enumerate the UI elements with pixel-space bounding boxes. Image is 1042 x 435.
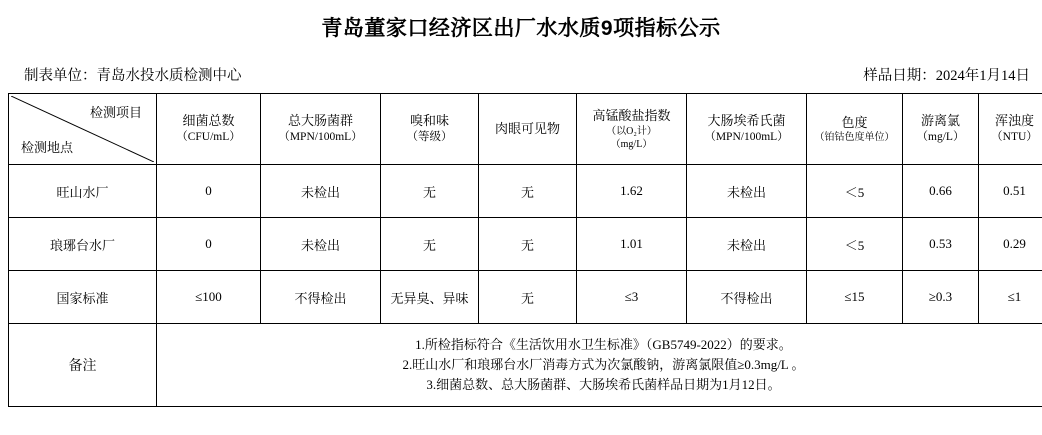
water-quality-table xyxy=(8,93,1042,407)
column-header-name: 高锰酸盐指数 xyxy=(579,107,684,125)
table-cell: 不得检出 xyxy=(687,271,807,324)
notes-line: 1.所检指标符合《生活饮用水卫生标准》（GB5749-2022）的要求。 xyxy=(159,335,1042,355)
table-cell: ＜5 xyxy=(807,218,903,271)
table-cell: 0.66 xyxy=(903,165,979,218)
notes-line: 3.细菌总数、总大肠菌群、大肠埃希氏菌样品日期为1月12日。 xyxy=(159,375,1042,395)
column-header-unit: （MPN/100mL） xyxy=(263,130,378,146)
table-cell: ＜5 xyxy=(807,165,903,218)
notes-body xyxy=(157,324,1042,407)
maker-unit: 制表单位：青岛水投水质检测中心 xyxy=(24,64,242,85)
table-row xyxy=(9,218,1042,271)
table-cell: 无 xyxy=(479,165,577,218)
column-header xyxy=(903,94,979,165)
table-cell: 无异臭、异味 xyxy=(381,271,479,324)
table-cell: ≤3 xyxy=(577,271,687,324)
column-header-unit2: （mg/L） xyxy=(579,138,684,151)
column-header-unit: （MPN/100mL） xyxy=(689,130,804,146)
row-label: 国家标准 xyxy=(9,271,157,324)
column-header xyxy=(687,94,807,165)
row-label: 琅琊台水厂 xyxy=(9,218,157,271)
table-cell: 未检出 xyxy=(687,165,807,218)
column-header-name: 总大肠菌群 xyxy=(263,112,378,130)
table-cell: 无 xyxy=(381,165,479,218)
column-header xyxy=(577,94,687,165)
column-header-name: 浑浊度 xyxy=(981,112,1042,130)
row-label: 旺山水厂 xyxy=(9,165,157,218)
table-cell: 1.01 xyxy=(577,218,687,271)
table-cell: 0 xyxy=(157,165,261,218)
table-cell: 无 xyxy=(479,271,577,324)
table-cell: 1.62 xyxy=(577,165,687,218)
table-cell: 不得检出 xyxy=(261,271,381,324)
column-header-name: 游离氯 xyxy=(905,112,976,130)
column-header xyxy=(807,94,903,165)
column-header xyxy=(479,94,577,165)
table-cell: 无 xyxy=(479,218,577,271)
column-header-name: 色度 xyxy=(809,114,900,132)
sample-date: 样品日期：2024年1月14日 xyxy=(863,64,1030,85)
column-header xyxy=(157,94,261,165)
table-cell: ≤1 xyxy=(979,271,1042,324)
table-row xyxy=(9,271,1042,324)
table-cell: 未检出 xyxy=(261,165,381,218)
column-header-unit: （mg/L） xyxy=(905,130,976,146)
column-header xyxy=(381,94,479,165)
column-header xyxy=(979,94,1042,165)
table-cell: 未检出 xyxy=(687,218,807,271)
document-page xyxy=(0,12,1042,435)
corner-bottom-label: 检测地点 xyxy=(21,137,73,156)
corner-header-cell xyxy=(9,94,157,165)
meta-row xyxy=(8,64,1034,85)
table-cell: ≥0.3 xyxy=(903,271,979,324)
notes-row xyxy=(9,324,1042,407)
table-cell: 无 xyxy=(381,218,479,271)
corner-top-label: 检测项目 xyxy=(90,102,142,121)
column-header-unit: （等级） xyxy=(383,130,476,146)
column-header-unit: （CFU/mL） xyxy=(159,130,258,146)
table-cell: ≤100 xyxy=(157,271,261,324)
table-cell: ≤15 xyxy=(807,271,903,324)
notes-label: 备注 xyxy=(9,324,157,407)
table-row xyxy=(9,165,1042,218)
page-title: 青岛董家口经济区出厂水水质9项指标公示 xyxy=(8,12,1034,42)
column-header-unit: （NTU） xyxy=(981,130,1042,146)
notes-line: 2.旺山水厂和琅琊台水厂消毒方式为次氯酸钠，游离氯限值≥0.3mg/L 。 xyxy=(159,355,1042,375)
table-header-row xyxy=(9,94,1042,165)
table-cell: 0.53 xyxy=(903,218,979,271)
table-cell: 0.29 xyxy=(979,218,1042,271)
table-cell: 0 xyxy=(157,218,261,271)
table-cell: 未检出 xyxy=(261,218,381,271)
column-header-name: 大肠埃希氏菌 xyxy=(689,112,804,130)
column-header-name: 肉眼可见物 xyxy=(481,120,574,138)
column-header xyxy=(261,94,381,165)
column-header-unit: （铂钴色度单位） xyxy=(809,131,900,144)
column-header-name: 嗅和味 xyxy=(383,112,476,130)
column-header-name: 细菌总数 xyxy=(159,112,258,130)
table-cell: 0.51 xyxy=(979,165,1042,218)
column-header-unit: （以O₂计） xyxy=(579,125,684,138)
